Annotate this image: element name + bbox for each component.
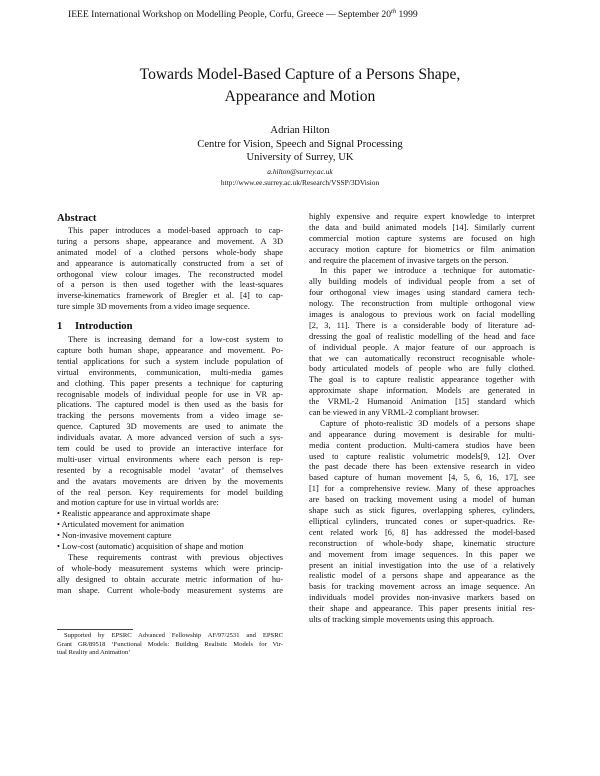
abstract-line: animated model of a clothed persons whole-body shape [57,247,283,257]
body-line: present an initial investigation into the use of a relatively [309,560,535,570]
right-column [309,212,535,626]
body-line: the past decade there has been extensive research in video [309,462,535,472]
body-line: The goal is to capture realistic appearance together with [309,375,535,385]
body-line: reconstruction of whole-body shape, kinematic structure [309,538,535,548]
body-line: body articulated models of people who are fully clothed. [309,364,535,374]
intro-line: resented by a recognisable model ‘avatar’ of themselves [57,465,283,475]
requirement-bullet: • Low-cost (automatic) acquisition of shape and motion [57,542,244,552]
body-line: images is analogous to previous work on facial modelling [309,310,535,320]
body-line: basis for tracking movement across an image sequence. An [309,582,535,592]
body-line: shape such as stick figures, overlapping spheres, cylinders, [309,506,535,516]
requirement-bullet: • Non-invasive movement capture [57,531,172,541]
body-line: dressing the goal of realistic modelling of the head and face [309,331,535,341]
body-line: and appearance during movement is desirable for multi- [309,429,535,439]
introduction-body [57,335,283,596]
body-line: Capture of photo-realistic 3D models of a persons shape [320,418,535,428]
body-line: realistic model of a persons shape and appearance as the [309,571,535,581]
abstract-line: ture simple 3D movements from a video image sequence. [57,302,250,312]
body-line: accuracy motion capture for biometrics or film animation [309,244,535,254]
footnote-line: Supported by EPSRC Advanced Fellowship AF/97/2531 and EPSRC [64,632,283,639]
body-line: are based on tracking movement using a model of human [309,495,535,505]
intro-line: quence. Captured 3D movements are used to animate the [57,422,283,432]
paragraph [309,419,535,626]
abstract-line: turing a persons shape, appearance and movement. A 3D [57,236,283,246]
footnote-divider [57,629,133,630]
intro-line: man shape. Current whole-body measurement systems are [57,585,283,595]
abstract-body [57,226,283,313]
body-line: used to capture realistic volumetric models[9, 12]. Over [309,451,535,461]
body-line: elliptical cylinders, truncated cones or super-quadrics. Re- [309,516,535,526]
body-line: that we can automatically reconstruct recognisable whole- [309,353,535,363]
body-line: cent related work [6, 8] has addressed the model-based [309,527,535,537]
body-line: In this paper we introduce a technique for automatic- [320,266,535,276]
intro-line: plications. The captured model is then used as the basis for [57,400,283,410]
intro-line: of whole-body measurement systems which were princip- [57,563,283,573]
body-line: ults of tracking simple movements using this approach. [309,614,495,624]
title-line: Appearance and Motion [224,88,376,105]
abstract-line: This paper introduces a model-based approach to cap- [68,226,283,235]
abstract-line: inverse-kinematics framework of Bregler et al. [4] to cap- [57,291,283,301]
author-affiliation: University of Surrey, UK [246,152,354,163]
body-line: of individual people. A major feature of our approach is [309,342,535,352]
author-block [0,124,600,188]
header-year: 1999 [396,9,418,21]
requirement-bullet: • Articulated movement for animation [57,520,185,530]
body-line: individuals model provides non-invasive markers based on [309,593,535,603]
body-line: highly expensive and require expert knowledge to interpret [309,212,535,221]
intro-line: recognisable models of individual people for use in VR ap- [57,389,283,399]
body-line: ally building models of individual people from a set of [309,277,535,287]
author-name: Adrian Hilton [270,125,330,136]
intro-line: virtual environments, communication, multi-media games [57,367,283,377]
intro-line: and motion capture for use in virtual worlds are: [57,498,219,508]
abstract-line: of a person is then used together with the least-squares [57,280,283,290]
header-venue: IEEE International Workshop on Modelling People, Corfu, Greece — September 20 [68,9,392,21]
intro-line: There is increasing demand for a low-cost system to [68,335,283,345]
paragraph [309,212,535,266]
section-title: Introduction [75,321,133,333]
paragraph [309,266,535,418]
running-header [68,8,418,20]
intro-line: tracking the persons movements from a video image se- [57,411,283,421]
body-line: commercial motion capture systems are focused on high [309,233,535,243]
body-line: nology. The reconstruction from multiple orthogonal view [309,299,535,309]
body-line: [1] for a comprehensive review. Many of these approaches [309,484,535,494]
intro-line: capture both human shape, appearance and movement. Po- [57,346,283,356]
footnote-line: tual Reality and Animation’ [57,649,131,657]
author-email[interactable]: a.hilton@surrey.ac.uk [267,166,333,176]
body-line: based capture of human movement [4, 5, 6, 16, 17], see [309,473,535,483]
intro-line: of the real person. Key requirements for model building [57,487,283,497]
body-line: four orthogonal view images using standard camera tech- [309,288,535,298]
abstract-line: and appearance is automatically constructed from a set of [57,258,283,268]
body-line: [2, 3, 11]. There is a considerable body of literature ad- [309,320,535,330]
title-line: Towards Model-Based Capture of a Persons Shape, [139,66,461,83]
abstract-line: orthogonal view colour images. The reconstructed model [57,269,283,279]
section-number: 1 [57,321,63,333]
header-superscript: th [391,8,397,15]
left-column [57,212,283,597]
body-line: and require the placement of invasive targets on the person. [309,255,509,265]
intro-line: tential applications for such a system include population of [57,356,283,366]
intro-line: individuals avatar. A more advanced version of such a sys- [57,433,283,443]
author-url[interactable]: http://www.ee.surrey.ac.uk/Research/VSSP/3DVision [220,177,380,187]
body-line: the data and build animated models [14]. Similarly current [309,222,535,232]
paper-title [0,64,600,108]
intro-line: multi-user virtual environments where each person is rep- [57,454,283,464]
intro-line: These requirements contrast with previous objectives [68,552,283,562]
footnote-line: Grant GR/89518 ‘Functional Models: Building Realistic Models for Vir- [57,640,283,648]
body-line: the VRML-2 Humanoid Animation [15] standard which [309,397,535,407]
body-line: approximate shape information. Models are generated in [309,386,535,396]
body-line: and movement from image sequences. In this paper we [309,549,535,559]
abstract-heading: Abstract [57,213,97,224]
author-affiliation: Centre for Vision, Speech and Signal Processing [197,138,403,150]
intro-line: and the avatars movements are driven by the movements [57,476,283,486]
body-line: can be viewed in any VRML-2 compliant browser. [309,408,480,418]
intro-line: tem could be used to provide an interactive interface for [57,444,283,454]
body-line: media content production. Multi-camera studios have been [309,440,535,450]
requirement-bullet: • Realistic appearance and approximate shape [57,509,211,519]
body-line: their shape and appearance. This paper presents initial res- [309,604,535,614]
intro-line: and clothing. This paper presents a technique for capturing [57,378,283,388]
footnote [57,632,283,658]
introduction-heading [57,320,283,334]
intro-line: ally designed to obtain accurate metric information of hu- [57,574,283,584]
